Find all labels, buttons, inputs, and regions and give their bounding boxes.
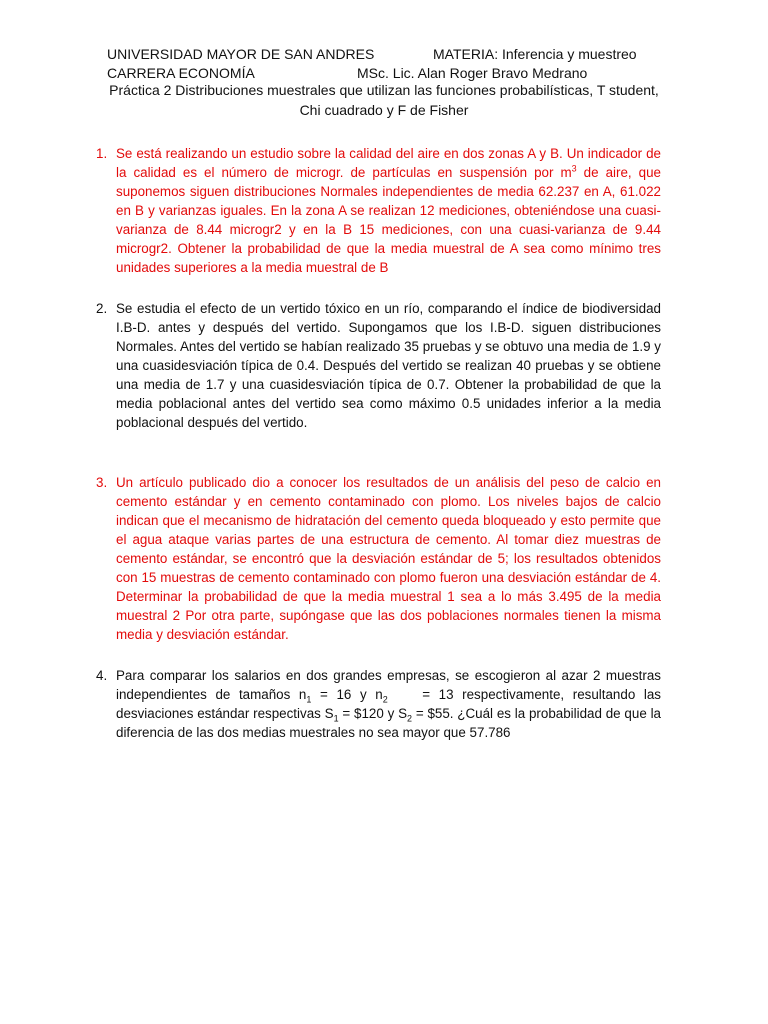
problem-number: 4. <box>96 668 108 683</box>
problem-text: Se estudia el efecto de un vertido tóxico en un río, comparando el índice de biodiversidad I.B-D. antes y después del vertido. Supongamos que los I.B-D. siguen distribuciones Normales. Antes del vertido se habían realizado 35 pruebas y se obtuvo una media de 1.9 y una cuasidesviación típica de 0.4. Después del vertido se realizan 40 pruebas y se obtiene una media de 1.7 y una cuasidesviación típica de 0.7. Obtener la probabilidad de que la media poblacional antes del vertido sea como máximo 0.5 unidades inferior a la media poblacional después del vertido. <box>116 301 661 430</box>
professor-name: MSc. Lic. Alan Roger Bravo Medrano <box>357 65 588 81</box>
problem-number: 3. <box>96 475 108 490</box>
career-name: CARRERA ECONOMÍA <box>107 65 255 81</box>
subscript: 1 <box>333 713 339 724</box>
university-name: UNIVERSIDAD MAYOR DE SAN ANDRES <box>107 46 375 62</box>
problem-3 <box>96 473 661 644</box>
problem-text: Se está realizando un estudio sobre la calidad del aire en dos zonas A y B. Un indicador de la calidad es el número de microgr. de partículas en suspensión por $m^3$ de aire, que suponemos siguen distribuciones Normales independientes de media 62.237 en A, 61.022 en B y varianzas iguales. En la zona A se realizan 12 mediciones, obteniéndose una cuasi-varianza de 8.44 microgr2 y en la B 15 mediciones, con una cuasi-varianza de 9.44 microgr2. Obtener la probabilidad de que la media muestral de A sea como mínimo tres unidades superiores a la media muestral de B <box>116 146 661 275</box>
subscript: 2 <box>382 694 388 705</box>
practice-title: Práctica 2 Distribuciones muestrales que utilizan las funciones probabilísticas, T student, Chi cuadrado y F de Fisher <box>109 82 659 118</box>
problem-2 <box>96 299 661 432</box>
problem-4 <box>96 666 665 742</box>
problem-text: Para comparar los salarios en dos grandes empresas, se escogieron al azar 2 muestras independientes de tamaños $n_1 = 16$ y $n_2$ = 13 respectivamente, resultando las desviaciones estándar respectivas $S_1$ = $120 y $S_2$ = $55. ¿Cuál es la probabilidad de que la diferencia de las dos medias muestrales no sea mayor que 57.786 <box>116 668 665 740</box>
subscript: 2 <box>407 713 413 724</box>
problem-1 <box>96 144 661 277</box>
subject-name: MATERIA: Inferencia y muestreo <box>433 46 637 62</box>
superscript: 3 <box>571 163 577 174</box>
subscript: 1 <box>306 694 312 705</box>
problem-number: 2. <box>96 301 108 316</box>
problem-number: 1. <box>96 146 108 161</box>
problem-list <box>96 144 665 742</box>
problem-text: Un artículo publicado dio a conocer los resultados de un análisis del peso de calcio en cemento estándar y en cemento contaminado con plomo. Los niveles bajos de calcio indican que el mecanismo de hidratación del cemento queda bloqueado y esto permite que el agua ataque varias partes de una estructura de cemento. Al tomar diez muestras de cemento estándar, se encontró que la desviación estándar de 5; los resultados obtenidos con 15 muestras de cemento contaminado con plomo fueron una desviación estándar de 4. Determinar la probabilidad de que la media muestral 1 sea a lo más 3.495 de la media muestral 2 Por otra parte, supóngase que las dos poblaciones normales tienen la misma media y desviación estándar. <box>116 475 661 642</box>
